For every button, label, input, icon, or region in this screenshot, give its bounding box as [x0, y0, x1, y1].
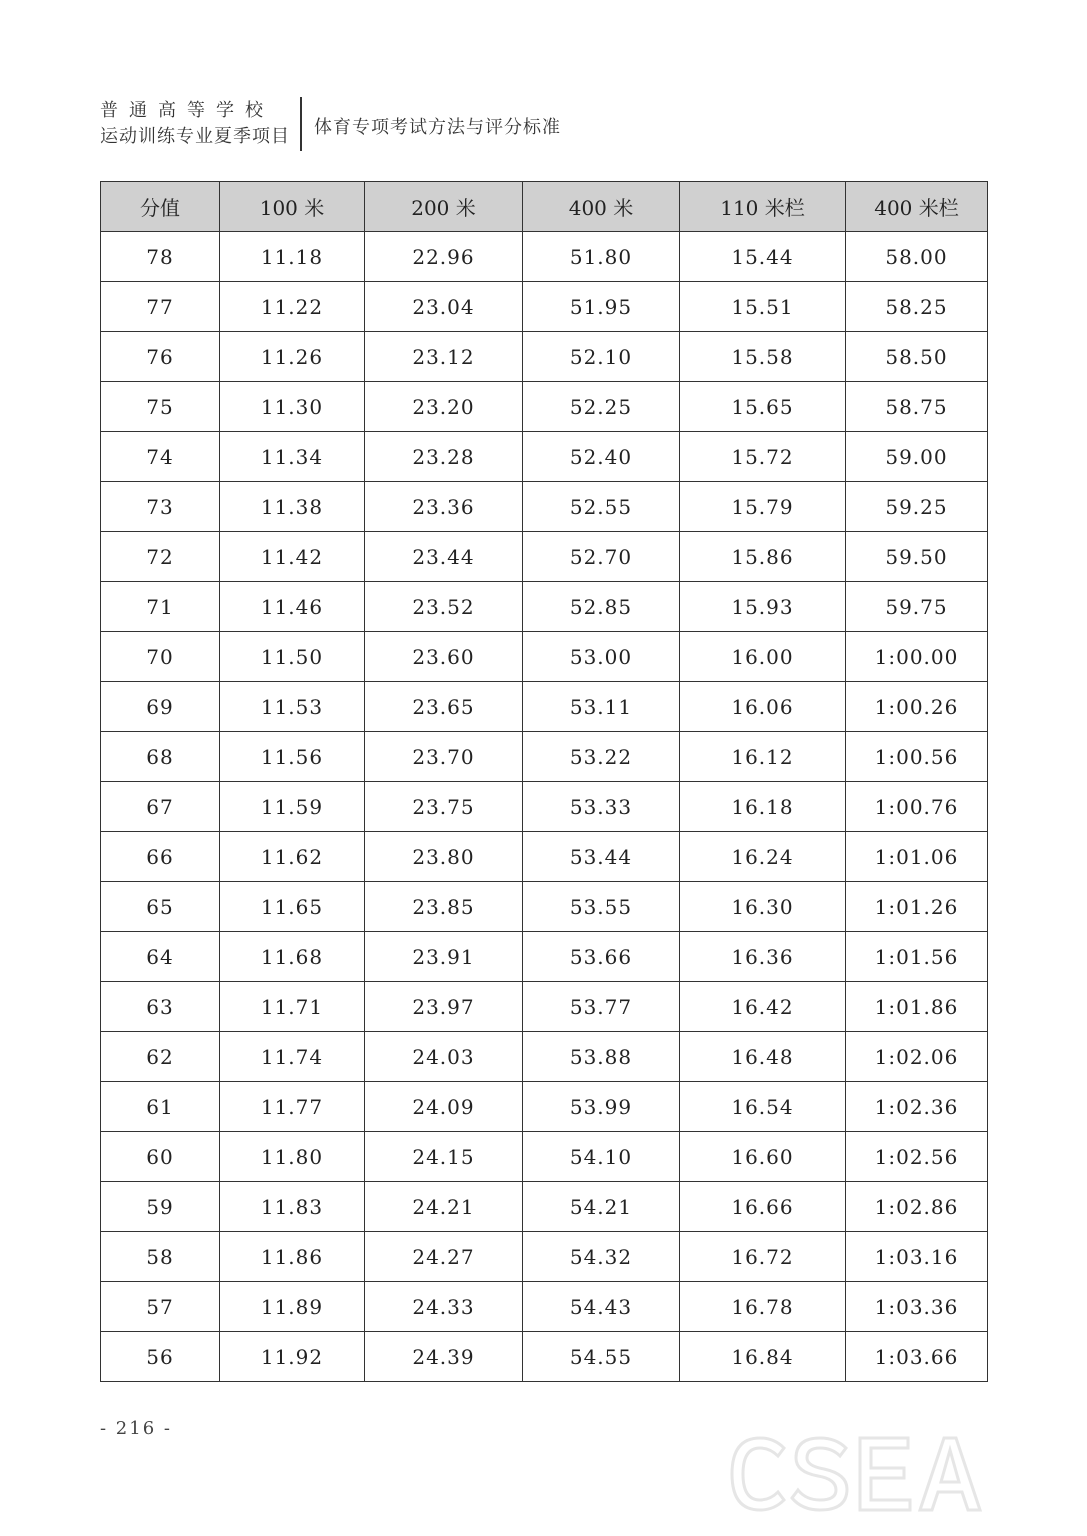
time-cell: 15.79: [680, 482, 846, 532]
time-cell: 51.80: [523, 232, 680, 282]
time-cell: 52.25: [523, 382, 680, 432]
time-cell: 16.30: [680, 882, 846, 932]
time-cell: 11.77: [220, 1082, 365, 1132]
score-cell: 77: [101, 282, 220, 332]
time-cell: 58.50: [846, 332, 988, 382]
score-cell: 57: [101, 1282, 220, 1332]
table-row: [101, 832, 988, 882]
score-cell: 58: [101, 1232, 220, 1282]
column-header: 400 米: [523, 182, 680, 232]
time-cell: 11.59: [220, 782, 365, 832]
time-cell: 11.89: [220, 1282, 365, 1332]
time-cell: 16.54: [680, 1082, 846, 1132]
time-cell: 54.10: [523, 1132, 680, 1182]
table-row: [101, 582, 988, 632]
time-cell: 1:02.06: [846, 1032, 988, 1082]
time-cell: 11.68: [220, 932, 365, 982]
time-cell: 11.46: [220, 582, 365, 632]
time-cell: 23.85: [365, 882, 523, 932]
time-cell: 11.74: [220, 1032, 365, 1082]
time-cell: 24.09: [365, 1082, 523, 1132]
table-row: [101, 632, 988, 682]
time-cell: 23.36: [365, 482, 523, 532]
score-cell: 65: [101, 882, 220, 932]
score-cell: 63: [101, 982, 220, 1032]
time-cell: 23.80: [365, 832, 523, 882]
time-cell: 11.34: [220, 432, 365, 482]
time-cell: 15.86: [680, 532, 846, 582]
time-cell: 23.28: [365, 432, 523, 482]
score-cell: 71: [101, 582, 220, 632]
table-row: [101, 1032, 988, 1082]
table-row: [101, 982, 988, 1032]
time-cell: 54.21: [523, 1182, 680, 1232]
page-number: - 216 -: [100, 1418, 172, 1439]
time-cell: 1:00.76: [846, 782, 988, 832]
score-cell: 73: [101, 482, 220, 532]
time-cell: 1:02.86: [846, 1182, 988, 1232]
time-cell: 53.22: [523, 732, 680, 782]
score-cell: 62: [101, 1032, 220, 1082]
time-cell: 1:00.56: [846, 732, 988, 782]
time-cell: 16.42: [680, 982, 846, 1032]
score-cell: 72: [101, 532, 220, 582]
time-cell: 23.20: [365, 382, 523, 432]
table-row: [101, 432, 988, 482]
time-cell: 15.93: [680, 582, 846, 632]
time-cell: 24.03: [365, 1032, 523, 1082]
time-cell: 53.99: [523, 1082, 680, 1132]
table-row: [101, 782, 988, 832]
time-cell: 11.80: [220, 1132, 365, 1182]
column-header: 分值: [101, 182, 220, 232]
column-header: 100 米: [220, 182, 365, 232]
time-cell: 16.84: [680, 1332, 846, 1382]
time-cell: 59.25: [846, 482, 988, 532]
header-line1: 普通高等学校: [100, 100, 274, 121]
time-cell: 24.27: [365, 1232, 523, 1282]
table-row: [101, 382, 988, 432]
time-cell: 1:02.56: [846, 1132, 988, 1182]
time-cell: 11.42: [220, 532, 365, 582]
time-cell: 1:01.56: [846, 932, 988, 982]
time-cell: 24.15: [365, 1132, 523, 1182]
time-cell: 11.56: [220, 732, 365, 782]
time-cell: 11.92: [220, 1332, 365, 1382]
score-cell: 64: [101, 932, 220, 982]
time-cell: 53.00: [523, 632, 680, 682]
time-cell: 16.18: [680, 782, 846, 832]
score-cell: 76: [101, 332, 220, 382]
time-cell: 53.11: [523, 682, 680, 732]
time-cell: 52.10: [523, 332, 680, 382]
time-cell: 16.24: [680, 832, 846, 882]
column-header: 110 米栏: [680, 182, 846, 232]
time-cell: 23.44: [365, 532, 523, 582]
time-cell: 23.60: [365, 632, 523, 682]
time-cell: 11.38: [220, 482, 365, 532]
time-cell: 23.97: [365, 982, 523, 1032]
time-cell: 16.66: [680, 1182, 846, 1232]
table-row: [101, 482, 988, 532]
table-row: [101, 282, 988, 332]
score-cell: 74: [101, 432, 220, 482]
time-cell: 1:03.16: [846, 1232, 988, 1282]
column-header: 200 米: [365, 182, 523, 232]
time-cell: 16.48: [680, 1032, 846, 1082]
table-body: [101, 232, 988, 1382]
score-cell: 66: [101, 832, 220, 882]
time-cell: 15.44: [680, 232, 846, 282]
time-cell: 54.32: [523, 1232, 680, 1282]
header-divider: [300, 97, 302, 151]
table-row: [101, 1182, 988, 1232]
table-row: [101, 532, 988, 582]
time-cell: 15.65: [680, 382, 846, 432]
time-cell: 1:03.36: [846, 1282, 988, 1332]
score-cell: 60: [101, 1132, 220, 1182]
time-cell: 16.60: [680, 1132, 846, 1182]
header-line2: 运动训练专业夏季项目: [100, 126, 290, 147]
time-cell: 11.30: [220, 382, 365, 432]
time-cell: 11.83: [220, 1182, 365, 1232]
time-cell: 16.78: [680, 1282, 846, 1332]
time-cell: 15.58: [680, 332, 846, 382]
table-row: [101, 1232, 988, 1282]
time-cell: 24.33: [365, 1282, 523, 1332]
time-cell: 16.72: [680, 1232, 846, 1282]
score-cell: 59: [101, 1182, 220, 1232]
score-cell: 78: [101, 232, 220, 282]
table-row: [101, 732, 988, 782]
time-cell: 53.77: [523, 982, 680, 1032]
time-cell: 11.62: [220, 832, 365, 882]
table-row: [101, 332, 988, 382]
table-row: [101, 232, 988, 282]
time-cell: 23.91: [365, 932, 523, 982]
time-cell: 53.44: [523, 832, 680, 882]
time-cell: 24.39: [365, 1332, 523, 1382]
time-cell: 52.55: [523, 482, 680, 532]
time-cell: 22.96: [365, 232, 523, 282]
time-cell: 53.55: [523, 882, 680, 932]
score-cell: 69: [101, 682, 220, 732]
time-cell: 53.33: [523, 782, 680, 832]
time-cell: 11.50: [220, 632, 365, 682]
time-cell: 59.50: [846, 532, 988, 582]
score-table: [100, 181, 988, 1382]
header-publisher: [100, 98, 290, 150]
time-cell: 59.75: [846, 582, 988, 632]
time-cell: 1:03.66: [846, 1332, 988, 1382]
time-cell: 15.51: [680, 282, 846, 332]
time-cell: 59.00: [846, 432, 988, 482]
score-cell: 70: [101, 632, 220, 682]
time-cell: 58.25: [846, 282, 988, 332]
time-cell: 1:01.86: [846, 982, 988, 1032]
time-cell: 11.86: [220, 1232, 365, 1282]
table-row: [101, 1332, 988, 1382]
time-cell: 52.70: [523, 532, 680, 582]
table-header-row: [101, 182, 988, 232]
time-cell: 54.55: [523, 1332, 680, 1382]
time-cell: 23.65: [365, 682, 523, 732]
time-cell: 23.75: [365, 782, 523, 832]
header-title: 体育专项考试方法与评分标准: [314, 117, 561, 138]
time-cell: 16.00: [680, 632, 846, 682]
table-row: [101, 932, 988, 982]
time-cell: 58.75: [846, 382, 988, 432]
time-cell: 11.53: [220, 682, 365, 732]
score-cell: 68: [101, 732, 220, 782]
time-cell: 11.18: [220, 232, 365, 282]
time-cell: 52.40: [523, 432, 680, 482]
score-cell: 75: [101, 382, 220, 432]
page-header: [100, 96, 561, 152]
time-cell: 11.71: [220, 982, 365, 1032]
time-cell: 1:00.00: [846, 632, 988, 682]
csea-watermark-logo: [726, 1432, 984, 1516]
table-row: [101, 882, 988, 932]
time-cell: 11.26: [220, 332, 365, 382]
time-cell: 53.88: [523, 1032, 680, 1082]
time-cell: 23.70: [365, 732, 523, 782]
time-cell: 11.65: [220, 882, 365, 932]
time-cell: 58.00: [846, 232, 988, 282]
time-cell: 11.22: [220, 282, 365, 332]
time-cell: 54.43: [523, 1282, 680, 1332]
table-row: [101, 682, 988, 732]
time-cell: 16.12: [680, 732, 846, 782]
time-cell: 23.12: [365, 332, 523, 382]
time-cell: 15.72: [680, 432, 846, 482]
time-cell: 23.04: [365, 282, 523, 332]
time-cell: 16.06: [680, 682, 846, 732]
score-cell: 56: [101, 1332, 220, 1382]
table-row: [101, 1132, 988, 1182]
time-cell: 16.36: [680, 932, 846, 982]
time-cell: 1:01.26: [846, 882, 988, 932]
time-cell: 24.21: [365, 1182, 523, 1232]
time-cell: 23.52: [365, 582, 523, 632]
score-cell: 67: [101, 782, 220, 832]
column-header: 400 米栏: [846, 182, 988, 232]
table-row: [101, 1082, 988, 1132]
time-cell: 52.85: [523, 582, 680, 632]
table-row: [101, 1282, 988, 1332]
time-cell: 1:01.06: [846, 832, 988, 882]
time-cell: 1:02.36: [846, 1082, 988, 1132]
time-cell: 1:00.26: [846, 682, 988, 732]
score-cell: 61: [101, 1082, 220, 1132]
time-cell: 53.66: [523, 932, 680, 982]
time-cell: 51.95: [523, 282, 680, 332]
